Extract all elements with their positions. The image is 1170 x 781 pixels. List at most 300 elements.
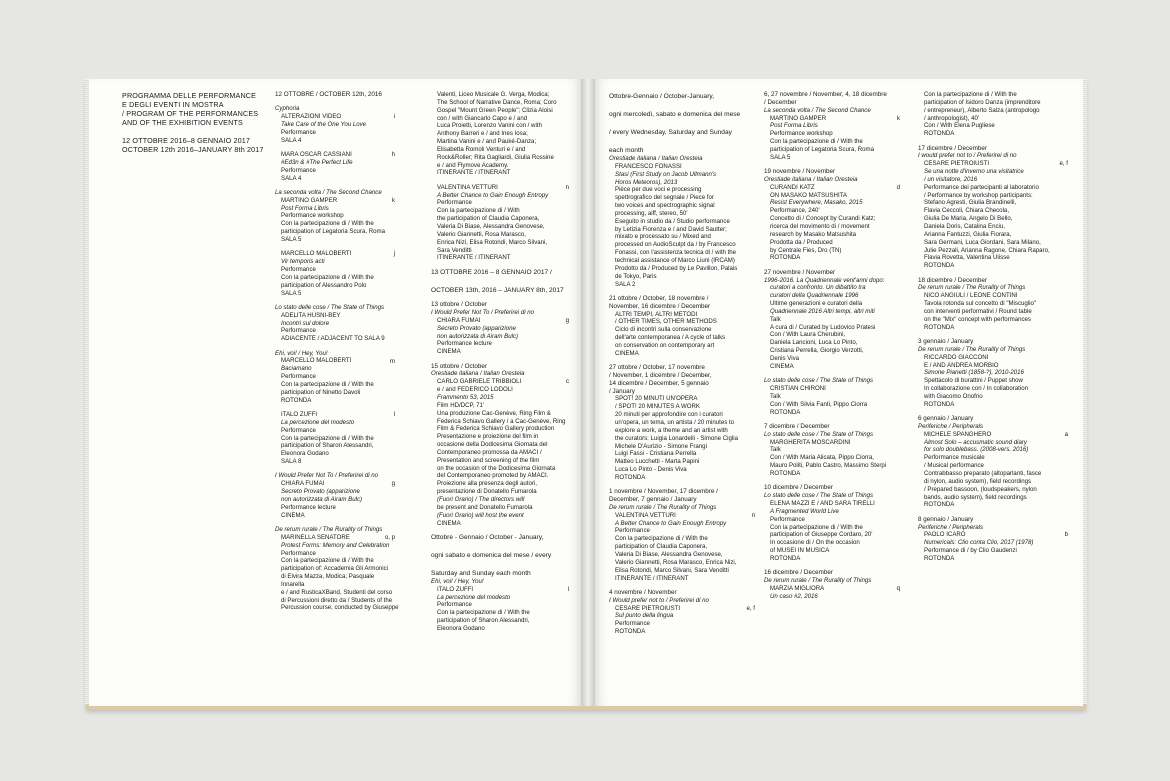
entry-line: Valeria Di Biase, Alessandra Genovese, bbox=[615, 551, 723, 558]
entry-line: / un visitatore, 2016 bbox=[924, 175, 978, 183]
entry-line: ROTONDA bbox=[924, 130, 955, 138]
entry-line: Protest Forms: Memory and Celebration bbox=[281, 541, 390, 549]
entry-line: Una produzione Cac-Genève, Ring Film & bbox=[437, 409, 551, 417]
entry-line: Presentation and screening of the film bbox=[437, 456, 540, 464]
entry-line: CINEMA bbox=[615, 349, 639, 357]
entry-line: Performance di / by Clio Gaudenzi bbox=[924, 547, 1017, 555]
program-entry bbox=[609, 589, 759, 636]
entry-line: Stasi (First Study on Jacob Ullmann's bbox=[615, 170, 717, 178]
entry-date: / November, 1 dicembre / December, bbox=[609, 371, 712, 379]
program-entry bbox=[609, 93, 759, 288]
entry-line: Performance musicale bbox=[924, 454, 985, 462]
entry-line: ITINERANTE / ITINERANT bbox=[615, 574, 689, 582]
entry-section: 1996-2016. La Quadriennale vent'anni dopo: bbox=[764, 276, 885, 284]
entry-line: SALA 5 bbox=[281, 236, 302, 243]
entry-line: Federica Schiavo Gallery / a Cac-Genève, Ring bbox=[437, 417, 566, 425]
entry-line: Con la partecipazione di / With the bbox=[615, 535, 708, 543]
artist-name: MICHELE SPANGHERO bbox=[924, 430, 992, 438]
entry-line: Valerio Giannetti, Rosa Marasco, bbox=[437, 230, 526, 238]
entry-section: I Would Prefer Not To / Preferirei di no bbox=[431, 309, 535, 317]
section-heading: OCTOBER 13th, 2016 – JANUARY 8th, 2017 bbox=[431, 286, 564, 294]
entry-section: I Would prefer not to / Preferirei di no bbox=[609, 596, 709, 604]
entry-line: occasione della Dodicesima Giornata del bbox=[437, 441, 548, 449]
entry-line: SALA 5 bbox=[281, 289, 302, 297]
entry-line: Simone Pianetti (1858-?), 2010-2016 bbox=[924, 369, 1024, 377]
map-reference: b bbox=[1064, 531, 1068, 539]
entry-line: Presentazione e proiezione del film in bbox=[437, 433, 539, 441]
entry-line: mixato e processato su / Mixed and bbox=[615, 233, 711, 241]
entry-line: / anthropologist), 40' bbox=[924, 114, 980, 122]
map-reference: c bbox=[565, 378, 569, 386]
program-entry bbox=[764, 569, 904, 600]
entry-date: 12 OTTOBRE / OCTOBER 12th, 2016 bbox=[275, 91, 382, 98]
entry-line: Baciamano bbox=[281, 365, 312, 373]
entry-line: Cristiana Perrella, Giorgio Verzotti, bbox=[770, 347, 864, 355]
entry-line: Film & Federica Schiavo Gallery production bbox=[437, 425, 555, 433]
entry-section: Orestiade italiana / Italian Oresteia bbox=[609, 155, 703, 162]
entry-line: Con la partecipazione di / With bbox=[437, 207, 520, 215]
entry-date: 1 novembre / November, 17 dicembre / bbox=[609, 488, 718, 496]
entry-line: Michele D'Aurizio - Simone Frangi bbox=[615, 442, 707, 450]
map-reference: g bbox=[565, 316, 569, 324]
entry-section: La seconda volta / The Second Chance bbox=[275, 188, 382, 196]
artist-name: MARINELLA SENATORE bbox=[281, 533, 350, 541]
entry-line: participation of Sharon Alessandri, bbox=[281, 442, 374, 450]
entry-line: SALA 4 bbox=[281, 174, 302, 182]
entry-line: Sul punto della lingua bbox=[615, 612, 674, 620]
entry-line: participation of Legatoria Scura, Roma bbox=[770, 145, 874, 153]
entry-line: explore a work, a theme and an artist with bbox=[615, 426, 728, 434]
entry-line: Take Care of the One You Love bbox=[281, 121, 367, 129]
entry-date: 16 dicembre / December bbox=[764, 569, 833, 577]
entry-section: De rerum rurale / The Rurality of Things bbox=[918, 284, 1026, 292]
entry-line: Daniela Lancioni, Luca Lo Pinto, bbox=[770, 339, 858, 347]
artist-name: MARTINO GAMPER bbox=[281, 196, 338, 204]
program-entry bbox=[275, 105, 399, 144]
entry-line: #Ed3n & #The Perfect Life bbox=[281, 158, 353, 166]
section-heading: / every Wednesday, Saturday and Sunday bbox=[609, 129, 732, 136]
entry-line: research by Masako Matsushita bbox=[770, 230, 857, 238]
entry-line: Performance workshop bbox=[281, 212, 344, 220]
entry-line: the participation of Claudia Caponera, bbox=[437, 215, 540, 223]
entry-line: Eleonora Godano bbox=[281, 450, 329, 458]
program-entry bbox=[918, 516, 1072, 563]
entry-line: Performance bbox=[437, 199, 472, 207]
entry-line: A Better Chance to Gain Enough Entropy bbox=[615, 519, 727, 527]
entry-line: Mauro Politi, Pablo Castro, Massimo Sterpi bbox=[770, 462, 887, 470]
entry-line: un'opera, un tema, un artista / 20 minutes to bbox=[615, 419, 735, 426]
program-column-4 bbox=[764, 91, 904, 607]
program-column-5 bbox=[918, 91, 1072, 569]
entry-line: Contrabbasso preparato (altoparlanti, fasce bbox=[924, 469, 1042, 477]
entry-line: Performance bbox=[281, 166, 316, 174]
entry-line: ITINERANTE / ITINERANT bbox=[437, 169, 511, 177]
entry-line: technical assistance of Marco Liuni (IRCAM) bbox=[615, 256, 735, 264]
entry-line: bands, audio system), field recordings bbox=[924, 493, 1027, 501]
artist-name: ADELITA HUSNI-BEY bbox=[281, 311, 341, 319]
entry-line: ROTONDA bbox=[770, 469, 801, 477]
artist-name: ALTRI TEMPI, ALTRI METODI bbox=[615, 310, 698, 318]
entry-line: Con la partecipazione di / With the bbox=[770, 523, 863, 531]
entry-line: Anthony Barreri e / and Ines Iosa; bbox=[437, 130, 528, 138]
program-entry bbox=[764, 168, 904, 262]
entry-line: Sara Venditti bbox=[437, 246, 472, 254]
program-entry bbox=[609, 488, 759, 582]
entry-line: ROTONDA bbox=[924, 262, 955, 270]
artist-name: CRISTIAN CHIRONI bbox=[770, 385, 826, 393]
entry-date: 8 gennaio / January bbox=[918, 515, 974, 523]
entry-line: ROTONDA bbox=[770, 554, 801, 562]
entry-line: Valerio Giannetti, Rosa Marasco, Enrica Nizi, bbox=[615, 558, 737, 566]
program-column-2 bbox=[431, 91, 573, 639]
entry-date: 27 novembre / November bbox=[764, 268, 836, 276]
map-reference: k bbox=[896, 114, 900, 122]
entry-line: two voices and spectrographic signal bbox=[615, 202, 715, 210]
entry-line: (Fuori Orario) / The directors will bbox=[437, 495, 525, 503]
program-column-3 bbox=[609, 91, 759, 642]
entry-line: ADIACENTE / ADJACENT TO SALA 9 bbox=[281, 335, 385, 343]
entry-date: 17 dicembre / December bbox=[918, 144, 987, 152]
entry-line: A Fragmented World Live bbox=[770, 507, 839, 515]
entry-line: curatori della Quadriennale 1996 bbox=[770, 292, 859, 300]
artist-name: MARCELLO MALOBERTI bbox=[281, 250, 352, 258]
entry-line: A cura di / Curated by Ludovico Pratesi bbox=[770, 323, 876, 331]
entry-line: ROTONDA bbox=[281, 396, 312, 404]
entry-date: 6 gennaio / January bbox=[918, 415, 974, 423]
entry-line: presentazione di Donatello Fumarola bbox=[437, 488, 537, 496]
artist-name: MARTINO GAMPER bbox=[770, 114, 827, 122]
entry-date: 3 gennaio / January bbox=[918, 337, 974, 345]
entry-line: Film HD/DCP, 71' bbox=[437, 401, 485, 409]
entry-line: participation of Isidoro Danza (imprenditore bbox=[924, 98, 1041, 106]
entry-line: e / and Flymove Academy. bbox=[437, 161, 509, 169]
entry-date: 15 ottobre / October bbox=[431, 362, 488, 370]
entry-date: 7 dicembre / December bbox=[764, 422, 830, 430]
entry-line: Performance lecture bbox=[281, 503, 336, 511]
program-heading bbox=[122, 91, 267, 155]
entry-line: di nylon, audio system), field recordings bbox=[924, 477, 1032, 485]
entry-section: De rerum rurale / The Rurality of Things bbox=[275, 526, 383, 533]
entry-date: 13 ottobre / October bbox=[431, 301, 488, 309]
entry-section: Periferiche / Peripherals bbox=[918, 523, 984, 531]
entry-line: Contemporaneo promossa da AMACI / bbox=[437, 448, 542, 456]
map-reference: k bbox=[391, 196, 395, 204]
entry-line: CINEMA bbox=[437, 348, 461, 356]
entry-line: Con la partecipazione di / With the bbox=[281, 273, 374, 281]
entry-date: 14 dicembre / December, 5 gennaio bbox=[609, 379, 709, 387]
entry-line: Performance bbox=[281, 373, 316, 381]
entry-line: ROTONDA bbox=[770, 408, 801, 416]
program-entry bbox=[918, 415, 1072, 509]
entry-line: Con la partecipazione di / With the bbox=[437, 609, 530, 617]
entry-line: spettrografico del segnale / Piece for bbox=[615, 194, 714, 202]
entry-line: / entrepreneur), Alberto Salza (antropologo bbox=[924, 106, 1040, 114]
entry-line: Performance bbox=[281, 327, 316, 335]
program-entry bbox=[609, 295, 759, 358]
entry-line: non autorizzata di Airam Bulc) bbox=[281, 495, 363, 503]
artist-name: MARCELLO MALOBERTI bbox=[281, 357, 352, 365]
entry-line: Performance bbox=[281, 128, 316, 136]
entry-line: ROTONDA bbox=[924, 400, 955, 408]
program-entry bbox=[431, 301, 573, 356]
entry-line: participation of Ninetto Davoli bbox=[281, 388, 361, 396]
heading-date: 12 OTTOBRE 2016–8 GENNAIO 2017 bbox=[122, 136, 251, 146]
entry-line: di Percussioni diretto da / Students of the bbox=[281, 596, 393, 604]
map-reference: o, p bbox=[384, 533, 395, 541]
entry-line: con / with Giancarlo Capo e / and bbox=[437, 114, 528, 122]
program-entry bbox=[275, 91, 399, 99]
left-page bbox=[89, 79, 581, 706]
artist-name: MARZIA MIGLIORA bbox=[770, 584, 825, 592]
entry-line: Con / With Silvia Fanti, Pippo Ciorra bbox=[770, 400, 868, 408]
section-heading: Saturday and Sunday each month bbox=[431, 569, 531, 577]
map-reference: n bbox=[751, 511, 755, 519]
program-entry bbox=[764, 91, 904, 162]
program-entry bbox=[431, 534, 573, 633]
entry-line: SALA 2 bbox=[615, 280, 636, 288]
entry-line: La percezione del modesto bbox=[437, 593, 511, 601]
entry-line: Con la partecipazione di / With the bbox=[281, 220, 374, 228]
section-heading: 13 OTTOBRE 2016 – 8 GENNAIO 2017 / bbox=[431, 268, 552, 276]
entry-line: the curators: Luigia Lonardelli - Simone Ciglia bbox=[615, 434, 738, 442]
entry-section: I would prefer not to / Preferirei di no bbox=[918, 152, 1017, 160]
artist-name: MARGHERITA MOSCARDINI bbox=[770, 438, 851, 446]
artist-name: ALTERAZIONI VIDEO bbox=[281, 113, 342, 121]
program-entry bbox=[275, 472, 399, 519]
entry-section: De rerum rurale / The Rurality of Things bbox=[609, 503, 717, 511]
program-entry bbox=[275, 526, 399, 612]
entry-line: Performance bbox=[281, 549, 316, 557]
program-entry bbox=[918, 91, 1072, 138]
entry-line: Luigi Fassi - Cristiana Perrella bbox=[615, 450, 697, 458]
entry-line: participation of Alessandro Polo bbox=[281, 281, 367, 289]
program-entry bbox=[609, 364, 759, 482]
program-entry bbox=[764, 269, 904, 371]
entry-section: De rerum rurale / The Rurality of Things bbox=[918, 345, 1026, 353]
entry-section: I Would Prefer Not To / Preferirei di no bbox=[275, 472, 379, 480]
entry-line: SALA 8 bbox=[281, 458, 302, 466]
artist-name: PAOLO ICARO bbox=[924, 531, 966, 539]
entry-line: participation of: Accademia Gli Armonici bbox=[281, 565, 389, 573]
entry-line: / Performance by workshop participants: bbox=[924, 191, 1033, 199]
entry-line: Arianna Fantuzzi, Giulia Fiorara, bbox=[924, 230, 1012, 238]
artist-name: ITALO ZUFFI bbox=[281, 411, 318, 419]
program-entry bbox=[918, 277, 1072, 332]
page-edges-right bbox=[1083, 79, 1087, 704]
entry-line: Flavia Ceccoli, Chiara Checola, bbox=[924, 207, 1010, 215]
entry-line: Con la partecipazione di / With the bbox=[281, 381, 374, 388]
entry-line: by Letizia Fiorenza e / and David Sautter; bbox=[615, 225, 727, 233]
entry-section: Lo stato delle cose / The State of Things bbox=[764, 492, 874, 500]
entry-line: Martina Vanini e / and Pauké-Danza; bbox=[437, 138, 537, 146]
entry-line: Con la partecipazione di / With the bbox=[770, 138, 863, 146]
entry-line: Con / With Laura Cherubini, bbox=[770, 331, 846, 339]
entry-line: CINEMA bbox=[437, 519, 461, 527]
entry-line: Valeria Di Biase, Alessandra Genovese, bbox=[437, 223, 545, 230]
entry-line: Performance dei partecipanti al laboratorio bbox=[924, 183, 1039, 191]
entry-line: on conservation on contemporary art bbox=[615, 341, 715, 349]
program-entry bbox=[764, 377, 904, 416]
entry-date: / January bbox=[609, 387, 635, 395]
entry-line: Ciclo di incontri sulla conservazione bbox=[615, 326, 712, 334]
entry-line: processed on AudioSculpt da / by Francesco bbox=[615, 241, 736, 249]
right-page bbox=[595, 79, 1083, 706]
program-entry bbox=[275, 350, 399, 405]
entry-line: Gospel "Mount Green People"; Clizia Aloisi bbox=[437, 106, 553, 114]
map-reference: n bbox=[565, 183, 569, 191]
entry-line: Performance, 240' bbox=[770, 207, 820, 215]
entry-line: Luca Proietti, Lorenzo Vanini con / with bbox=[437, 122, 542, 130]
artist-name: ITALO ZUFFI bbox=[437, 585, 474, 593]
program-entry bbox=[275, 411, 399, 466]
entry-line: / OTHER TIMES, OTHER METHODS bbox=[615, 318, 717, 326]
entry-line: dell'arte contemporanea / A cycle of talks bbox=[615, 334, 726, 342]
entry-line: Vir temporis acti bbox=[281, 258, 325, 266]
artist-name: CHIARA FUMAI bbox=[437, 316, 481, 324]
heading-line: / PROGRAM OF THE PERFORMANCES bbox=[122, 109, 259, 119]
entry-line: SALA 5 bbox=[770, 153, 791, 161]
entry-line: ROTONDA bbox=[615, 628, 646, 636]
entry-line: ON MASAKO MATSUSHITA bbox=[770, 191, 847, 199]
entry-date: 27 ottobre / October, 17 novembre bbox=[609, 364, 705, 372]
entry-line: participation of Claudia Caponera, bbox=[615, 543, 708, 551]
entry-date: 19 novembre / November bbox=[764, 168, 836, 176]
section-heading: Ottobre - Gennaio / October - January, bbox=[431, 533, 544, 541]
entry-line: Prodotta da / Produced bbox=[770, 238, 833, 246]
map-reference: g bbox=[391, 480, 395, 488]
entry-line: e / and FEDERICO LODOLI bbox=[437, 386, 513, 394]
artist-name: CHIARA FUMAI bbox=[281, 480, 325, 488]
entry-line: Frammento 53, 2015 bbox=[437, 394, 494, 401]
artist-name: CESARE PIETROIUSTI bbox=[615, 604, 681, 612]
entry-line: Con la partecipazione di / With the bbox=[281, 557, 374, 565]
entry-line: participation of Legatoria Scura, Roma bbox=[281, 228, 385, 236]
section-heading: ogni sabato e domenica del mese / every bbox=[431, 551, 552, 559]
artist-name: VALENTINA VETTURI bbox=[615, 511, 676, 519]
entry-line: In occasione di / On the occasion bbox=[770, 539, 860, 547]
entry-line: Eleonora Godano bbox=[437, 624, 485, 632]
entry-line: Flavia Rovetta, Valentina Ulisse bbox=[924, 254, 1010, 262]
entry-line: Performance bbox=[281, 266, 316, 274]
entry-line: di Elvira Mazza, Modica; Pasquale Innarella bbox=[281, 573, 375, 588]
entry-line: on the occasion of the Dodicesima Giornata bbox=[437, 464, 556, 472]
program-entry bbox=[431, 184, 573, 262]
entry-line: Talk bbox=[770, 446, 781, 454]
entry-line: participation of Sharon Alessandri, bbox=[437, 617, 530, 625]
entry-line: Spettacolo di burattini / Puppet show bbox=[924, 377, 1023, 385]
entry-line: Giulia De Maria, Angelo Di Bello, bbox=[924, 215, 1013, 223]
entry-line: Post Forma Libris bbox=[770, 122, 818, 130]
entry-line: with Giacomo Onofrio bbox=[924, 392, 983, 400]
section-heading: Ottobre-Gennaio / October-January, bbox=[609, 93, 715, 100]
entry-line: Secreto Provato (apparizione bbox=[437, 324, 516, 332]
program-entry bbox=[275, 151, 399, 182]
entry-line: con interventi performativi / Round table bbox=[924, 307, 1032, 315]
entry-line: ROTONDA bbox=[924, 501, 955, 509]
entry-line: Denis Viva bbox=[770, 355, 800, 362]
entry-line: Performance bbox=[281, 426, 316, 434]
entry-line: Almost Solo – accusmatic sound diary bbox=[924, 438, 1027, 446]
entry-line: CINEMA bbox=[770, 362, 794, 370]
entry-line: Concetto di / Concept by Curandi Katz; bbox=[770, 215, 876, 223]
entry-line: Ultime generazioni e curatori della bbox=[770, 300, 863, 308]
entry-line: Enrica Nizi, Elisa Rotondi, Marco Silvani, bbox=[437, 238, 548, 246]
entry-line: e / and RusticaXBand, Studenti del corso bbox=[281, 588, 393, 596]
entry-line: Stefano Agresti, Giulia Brandinelli, bbox=[924, 199, 1017, 207]
entry-line: Matteo Lucchetti - Marta Papini bbox=[615, 458, 700, 466]
entry-line: Performance lecture bbox=[437, 340, 492, 348]
entry-line: del Contemporaneo promoted by AMACI. bbox=[437, 472, 549, 480]
entry-line: Resist Everywhere, Masako, 2015 bbox=[770, 199, 863, 207]
entry-line: ITINERANTE / ITINERANT bbox=[437, 254, 511, 262]
entry-line: de Tokyo, Paris bbox=[615, 272, 657, 280]
entry-date: / December bbox=[764, 98, 797, 106]
entry-line: non autorizzata di Airam Bulc) bbox=[437, 332, 519, 340]
entry-line: In collaborazione con / In collaboration bbox=[924, 385, 1028, 393]
entry-line: ROTONDA bbox=[924, 323, 955, 331]
section-heading: each month bbox=[609, 147, 644, 154]
entry-date: 6, 27 novembre / November, 4, 18 dicembre bbox=[764, 91, 887, 98]
entry-line: Se una notte d'inverno una visitatrice bbox=[924, 168, 1024, 176]
entry-line: Rock&Roller; Rita Gagliardi, Giulia Rossine bbox=[437, 153, 554, 161]
artist-name: NICO ANGIULI / LEONE CONTINI bbox=[924, 292, 1018, 300]
entry-date: 10 dicembre / December bbox=[764, 484, 833, 492]
program-column-1 bbox=[275, 91, 399, 619]
map-reference: e, f bbox=[1059, 160, 1068, 168]
artist-name: FRANCESCO FONASSI bbox=[615, 162, 682, 170]
entry-line: / SPOT! 20 MINUTES A WORK bbox=[615, 403, 700, 411]
entry-line: Daniela Doris, Catalina Enciu, bbox=[924, 223, 1005, 230]
entry-line: (Fuori Orario) will host the event bbox=[437, 511, 524, 519]
entry-line: for solo doublebass. (2008-vers. 2016) bbox=[924, 446, 1029, 454]
entry-line: Performance workshop bbox=[770, 130, 833, 138]
entry-line: / Prepared bassoon, (loudspeakers, nylon bbox=[924, 485, 1037, 493]
artist-name: CESARE PIETROIUSTI bbox=[924, 160, 990, 168]
program-entry bbox=[431, 91, 573, 177]
entry-line: 20 minuti per approfondire con i curatori bbox=[615, 411, 723, 419]
entry-line: Numericals: Clio conta Clio, 2017 (1978) bbox=[924, 539, 1034, 547]
artist-name: SPOT! 20 MINUTI UN'OPERA bbox=[615, 395, 698, 403]
map-reference: a bbox=[1064, 430, 1068, 438]
map-reference: l bbox=[393, 411, 395, 419]
entry-line: be present and Donatello Fumarola bbox=[437, 503, 533, 511]
entry-date: 4 novembre / November bbox=[609, 588, 677, 596]
program-entry bbox=[764, 484, 904, 562]
entry-line: Incontri sul dolore bbox=[281, 319, 330, 327]
entry-date: 21 ottobre / October, 18 novembre / bbox=[609, 294, 709, 302]
artist-name: ELENA MAZZI E / AND SARA TIRELLI bbox=[770, 500, 875, 507]
program-entry bbox=[275, 189, 399, 244]
entry-line: Talk bbox=[770, 315, 781, 323]
entry-line: Un caso #2, 2016 bbox=[770, 592, 818, 600]
program-entry bbox=[431, 269, 573, 295]
entry-line: Proiezione alla presenza degli autori, bbox=[437, 480, 537, 488]
artist-name: CURANDI KATZ bbox=[770, 183, 815, 191]
map-reference: h bbox=[391, 151, 395, 159]
program-entry bbox=[918, 338, 1072, 409]
artist-name: MARA OSCAR CASSIANI bbox=[281, 151, 352, 159]
entry-line: Pièce per due voci e processing bbox=[615, 186, 702, 194]
entry-line: Talk bbox=[770, 392, 781, 400]
entry-line: ROTONDA bbox=[924, 554, 955, 562]
map-reference: d bbox=[896, 183, 900, 191]
entry-section: La seconda volta / The Second Chance bbox=[764, 106, 871, 114]
program-entry bbox=[431, 363, 573, 528]
entry-line: Performance bbox=[615, 527, 650, 535]
book-gutter bbox=[581, 79, 595, 706]
entry-section: De rerum rurale / The Rurality of Things bbox=[764, 577, 872, 585]
entry-date: 18 dicembre / December bbox=[918, 276, 987, 284]
